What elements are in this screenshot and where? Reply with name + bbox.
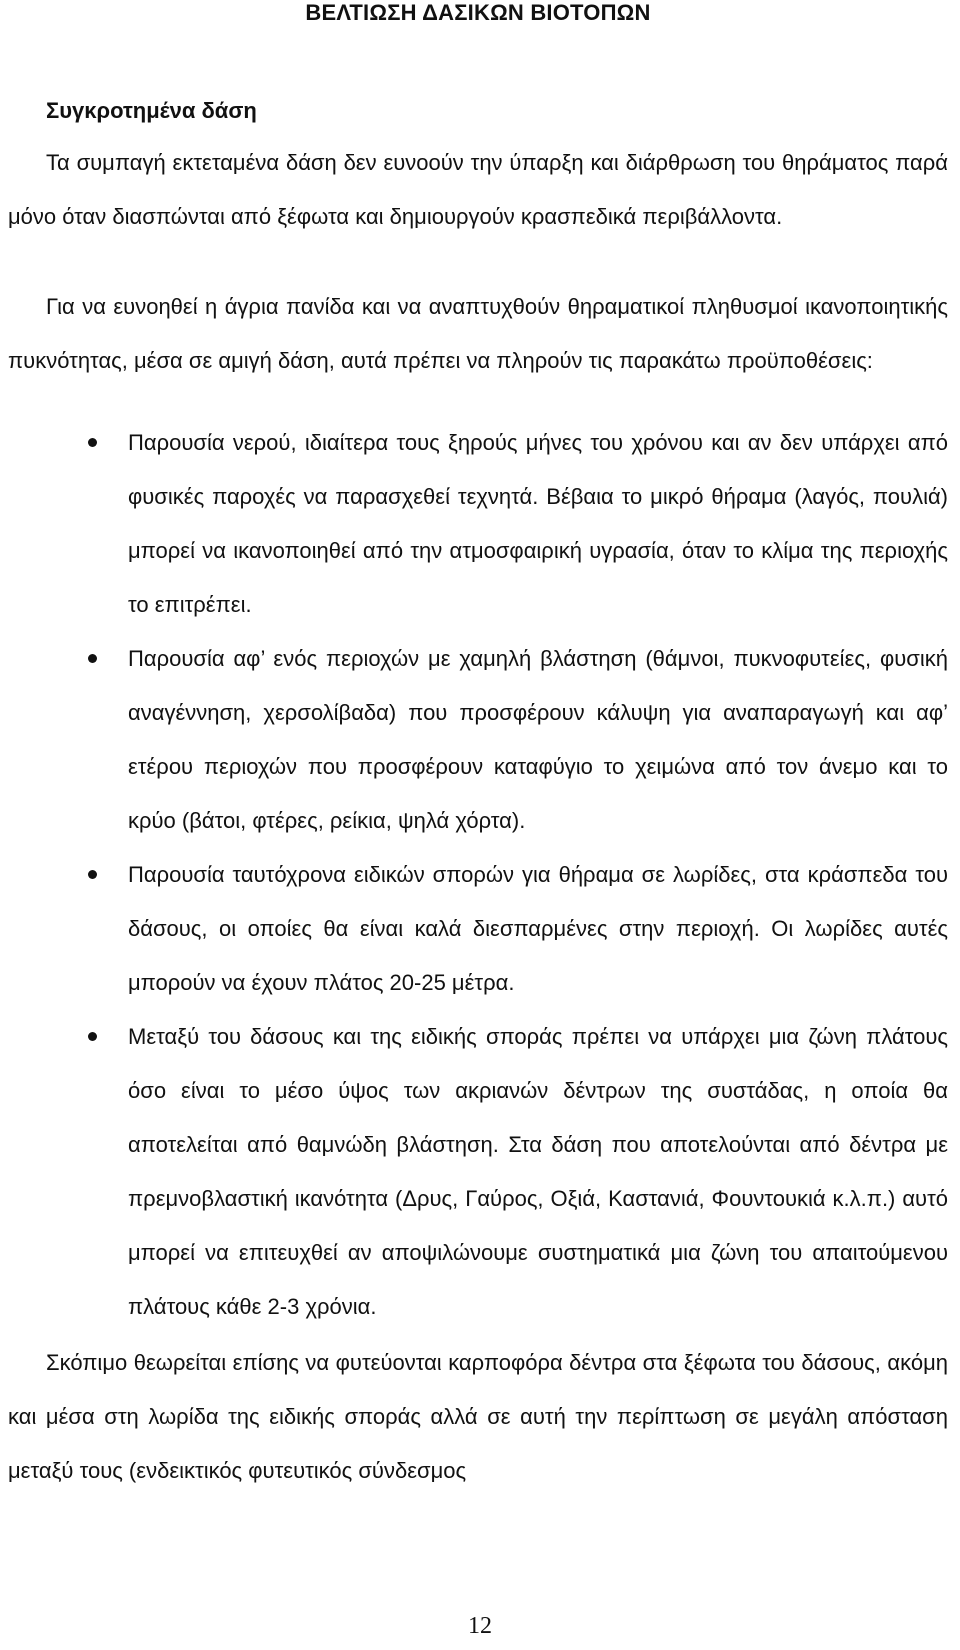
paragraph-conditions: Για να ευνοηθεί η άγρια πανίδα και να αναπτυχθούν θηραματικοί πληθυσμοί ικανοποιητικής πυκνότητας, μέσα σε αμιγή δάση, αυτά πρέπει να πληρούν τις παρακάτω προϋποθέσεις:	[8, 294, 948, 373]
list-item-text: Παρουσία νερού, ιδιαίτερα τους ξηρούς μήνες του χρόνου και αν δεν υπάρχει από φυσικές παροχές να παρασχεθεί τεχνητά. Βέβαια το μικρό θήραμα (λαγός, πουλιά) μπορεί να ικανοποιηθεί από την ατμοσφαιρική υγρασία, όταν το κλίμα της περιοχής το επιτρέπει.	[128, 430, 948, 617]
conditions-list	[8, 416, 948, 1334]
bullet-icon	[88, 654, 97, 663]
page-number: 12	[468, 1613, 492, 1639]
list-item	[8, 416, 948, 632]
paragraph-intro: Τα συμπαγή εκτεταμένα δάση δεν ευνοούν την ύπαρξη και διάρθρωση του θηράματος παρά μόνο όταν διασπώνται από ξέφωτα και δημιουργούν κρασπεδικά περιβάλλοντα.	[8, 150, 948, 229]
list-item-text: Παρουσία ταυτόχρονα ειδικών σπορών για θήραμα σε λωρίδες, στα κράσπεδα του δάσους, οι οποίες θα είναι καλά διεσπαρμένες στην περιοχή. Οι λωρίδες αυτές μπορούν να έχουν πλάτος 20-25 μέτρα.	[128, 862, 948, 995]
section-heading: Συγκροτημένα δάση	[46, 98, 257, 123]
paragraph-closing: Σκόπιμο θεωρείται επίσης να φυτεύονται καρποφόρα δέντρα στα ξέφωτα του δάσους, ακόμη και μέσα στη λωρίδα της ειδικής σποράς αλλά σε αυτή την περίπτωση σε μεγάλη απόσταση μεταξύ τους (ενδεικτικός φυτευτικός σύνδεσμος	[8, 1350, 948, 1483]
bullet-icon	[88, 870, 97, 879]
list-item-text: Παρουσία αφ’ ενός περιοχών με χαμηλή βλάστηση (θάμνοι, πυκνοφυτείες, φυσική αναγέννηση, χερσολίβαδα) που προσφέρουν κάλυψη για αναπαραγωγή και αφ’ ετέρου περιοχών που προσφέρουν καταφύγιο το χειμώνα από τον άνεμο και το κρύο (βάτοι, φτέρες, ρείκια, ψηλά χόρτα).	[128, 646, 948, 833]
list-item	[8, 632, 948, 848]
list-item	[8, 1010, 948, 1334]
document-title: ΒΕΛΤΙΩΣΗ ΔΑΣΙΚΩΝ ΒΙΟΤΟΠΩΝ	[305, 0, 651, 25]
bullet-icon	[88, 1032, 97, 1041]
bullet-icon	[88, 438, 97, 447]
list-item-text: Μεταξύ του δάσους και της ειδικής σποράς πρέπει να υπάρχει μια ζώνη πλάτους όσο είναι το μέσο ύψος των ακριανών δέντρων της συστάδας, η οποία θα αποτελείται από θαμνώδη βλάστηση. Στα δάση που αποτελούνται από δέντρα με πρεμνοβλαστική ικανότητα (Δρυς, Γαύρος, Οξιά, Καστανιά, Φουντουκιά κ.λ.π.) αυτό μπορεί να επιτευχθεί αν αποψιλώνουμε συστηματικά μια ζώνη του απαιτούμενου πλάτους κάθε 2-3 χρόνια.	[128, 1024, 948, 1319]
list-item	[8, 848, 948, 1010]
